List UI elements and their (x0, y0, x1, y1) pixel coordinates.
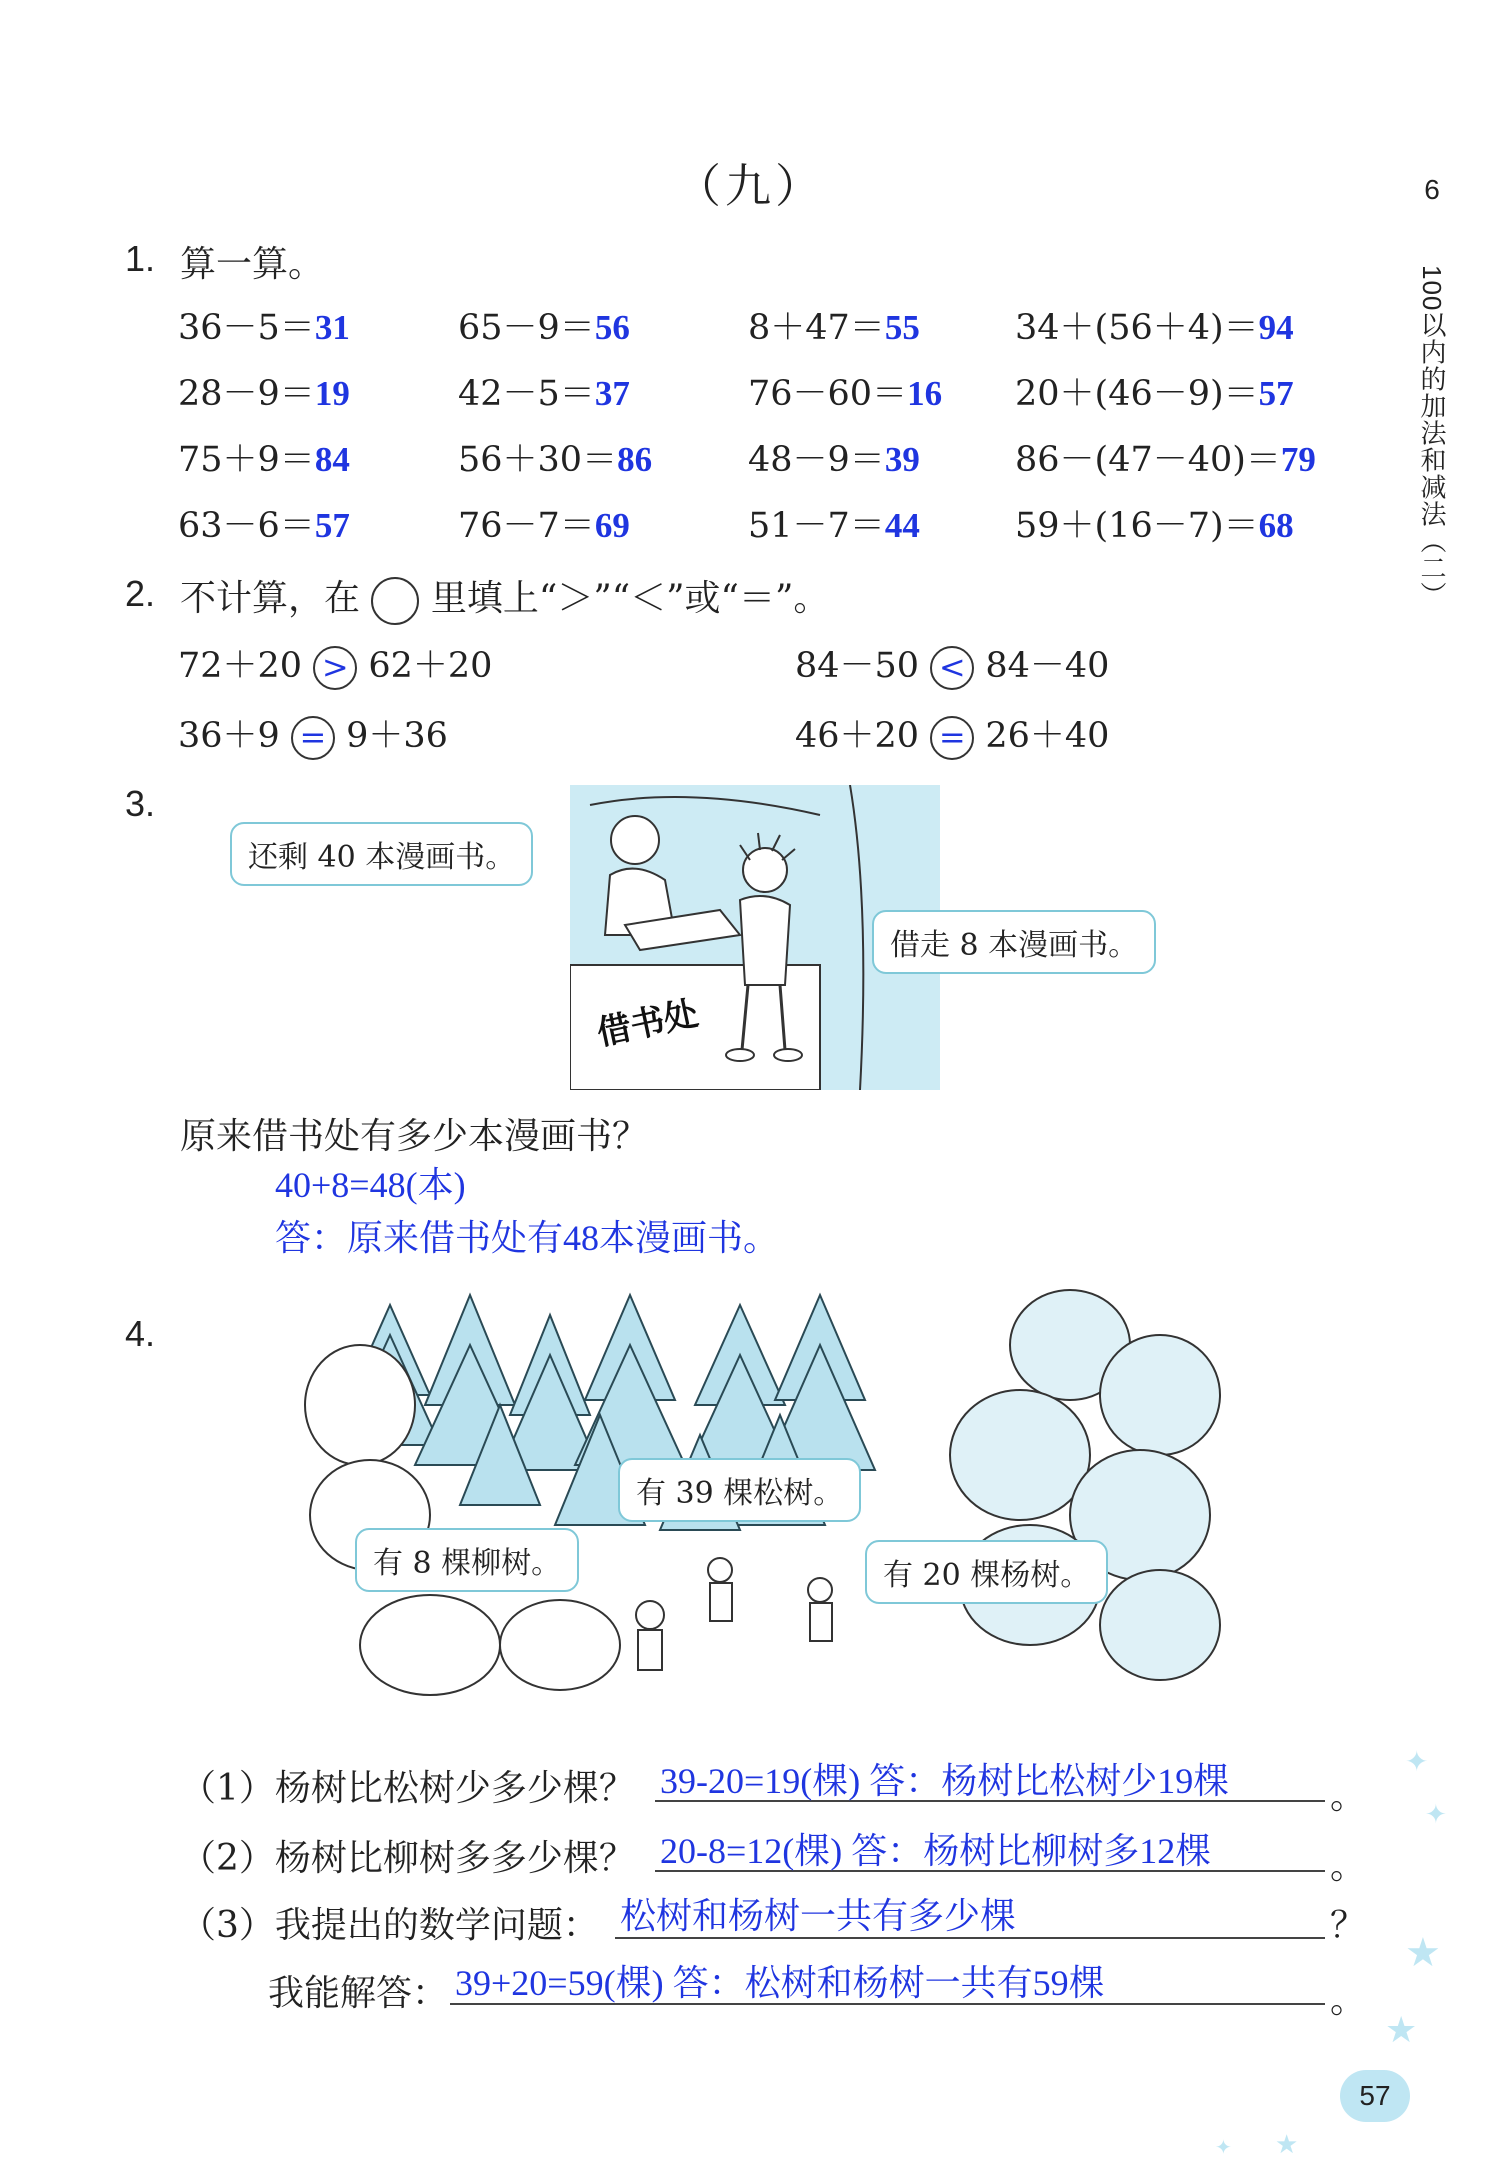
compare-circle[interactable]: > (313, 646, 357, 690)
compare-circle[interactable]: = (291, 716, 335, 760)
q1-equation (748, 300, 920, 350)
q4-sub2-answer[interactable]: 20-8=12(棵) 答：杨树比柳树多12棵 (660, 1831, 1212, 1871)
q1-equation (178, 300, 350, 350)
q1-equation (1015, 366, 1294, 416)
equation-answer[interactable]: 94 (1258, 308, 1294, 347)
compare-circle[interactable]: < (930, 646, 974, 690)
equation-answer[interactable]: 57 (1258, 374, 1294, 413)
desk-sign: 借书处 (593, 994, 702, 1053)
equation-answer[interactable]: 57 (314, 506, 350, 545)
equation-expression: 28－9＝ (178, 374, 315, 414)
equation-answer[interactable]: 39 (884, 440, 920, 479)
q1-equation (458, 300, 630, 350)
q4-sub1-answer[interactable]: 39-20=19(棵) 答：杨树比松树少19棵 (660, 1761, 1230, 1801)
equation-expression: 86－(47－40)＝ (1015, 440, 1281, 480)
q1-equation (458, 498, 630, 548)
equation-expression: 36－5＝ (178, 308, 315, 348)
equation-expression: 34＋(56＋4)＝ (1015, 308, 1259, 348)
compare-right: 84－40 (985, 646, 1110, 686)
q4-sub4-label: 我能解答： (268, 1973, 449, 2014)
q4-sub2-end: 。 (1330, 1846, 1367, 1887)
equation-answer[interactable]: 44 (884, 506, 920, 545)
q3-answer-equation: 40+8=48(本) (275, 1165, 466, 1205)
compare-left: 46＋20 (795, 716, 920, 756)
star-icon: ★ (1275, 2130, 1299, 2160)
compare-item (795, 708, 1109, 760)
q3-number: 3. (125, 783, 156, 824)
equation-answer[interactable]: 86 (617, 440, 653, 479)
q2-prompt (180, 570, 829, 625)
compare-right: 62＋20 (368, 646, 493, 686)
star-icon: ✦ (1215, 2135, 1232, 2159)
q4-sub3-end: ？ (1330, 1905, 1367, 1946)
q2-number: 2. (125, 573, 156, 614)
equation-answer[interactable]: 37 (594, 374, 630, 413)
equation-answer[interactable]: 69 (594, 506, 630, 545)
equation-answer[interactable]: 55 (884, 308, 920, 347)
equation-expression: 63－6＝ (178, 506, 315, 546)
q4-sub3-label: （3）我提出的数学问题： (180, 1905, 599, 1946)
speech-bubble-pine: 有 39 棵松树。 (618, 1458, 861, 1522)
q4-number: 4. (125, 1313, 156, 1354)
compare-right: 9＋36 (346, 716, 448, 756)
equation-expression: 48－9＝ (748, 440, 885, 480)
q3-question: 原来借书处有多少本漫画书？ (180, 1116, 649, 1157)
speech-bubble-borrowed: 借走 8 本漫画书。 (872, 910, 1156, 974)
compare-circle[interactable]: = (930, 716, 974, 760)
q1-number: 1. (125, 238, 156, 279)
star-icon: ✦ (1425, 1800, 1447, 1830)
star-icon: ★ (1405, 1930, 1441, 1976)
equation-expression: 76－7＝ (458, 506, 595, 546)
equation-expression: 65－9＝ (458, 308, 595, 348)
compare-left: 72＋20 (178, 646, 303, 686)
q1-equation (1015, 432, 1316, 482)
compare-item (795, 638, 1109, 690)
q1-equation (178, 498, 350, 548)
q1-equation (178, 366, 350, 416)
blank-circle-icon (371, 577, 419, 625)
equation-answer[interactable]: 56 (594, 308, 630, 347)
star-icon: ★ (1385, 2010, 1418, 2051)
compare-left: 36＋9 (178, 716, 280, 756)
q1-equation (458, 366, 630, 416)
speech-bubble-willow: 有 8 棵柳树。 (355, 1528, 579, 1592)
q4-sub4-answer[interactable]: 39+20=59(棵) 答：松树和杨树一共有59棵 (455, 1963, 1105, 2003)
q4-sub3-answer[interactable]: 松树和杨树一共有多少棵 (620, 1896, 1017, 1936)
chapter-sidebar (1412, 175, 1452, 614)
q1-prompt: 算一算。 (180, 244, 325, 285)
compare-item (178, 708, 448, 760)
compare-right: 26＋40 (985, 716, 1110, 756)
equation-expression: 56＋30＝ (458, 440, 618, 480)
q2-prompt-b: 里填上“＞”“＜”或“＝”。 (430, 578, 830, 619)
q2-prompt-a: 不计算，在 (180, 578, 361, 619)
q4-sub1-label: （1）杨树比松树少多少棵？ (180, 1768, 635, 1809)
chapter-number: 6 (1424, 174, 1440, 205)
q4-sub4-end: 。 (1330, 1980, 1367, 2021)
q1-equation (748, 366, 942, 416)
q1-equation (1015, 498, 1294, 548)
compare-item (178, 638, 492, 690)
q3-answer-text: 答：原来借书处有48本漫画书。 (275, 1218, 780, 1258)
equation-expression: 76－60＝ (748, 374, 908, 414)
equation-expression: 42－5＝ (458, 374, 595, 414)
star-icon: ✦ (1405, 1745, 1429, 1778)
equation-answer[interactable]: 19 (314, 374, 350, 413)
speech-bubble-poplar: 有 20 棵杨树。 (865, 1540, 1108, 1604)
speech-bubble-remaining: 还剩 40 本漫画书。 (230, 822, 533, 886)
q1-equation (748, 498, 920, 548)
q1-equation (1015, 300, 1294, 350)
page-number: 57 (1340, 2070, 1410, 2122)
equation-expression: 8＋47＝ (748, 308, 885, 348)
equation-answer[interactable]: 84 (314, 440, 350, 479)
equation-expression: 59＋(16－7)＝ (1015, 506, 1259, 546)
equation-answer[interactable]: 79 (1280, 440, 1316, 479)
equation-answer[interactable]: 31 (314, 308, 350, 347)
q4-sub1-end: 。 (1330, 1776, 1367, 1817)
q4-sub2-label: （2）杨树比柳树多多少棵？ (180, 1838, 635, 1879)
equation-expression: 51－7＝ (748, 506, 885, 546)
q1-equation (178, 432, 350, 482)
equation-answer[interactable]: 68 (1258, 506, 1294, 545)
chapter-title: 100以内的加法和减法（二） (1417, 265, 1447, 609)
compare-left: 84－50 (795, 646, 920, 686)
page-title: （九） (675, 159, 825, 213)
equation-answer[interactable]: 16 (907, 374, 943, 413)
q1-equation (458, 432, 652, 482)
equation-expression: 75＋9＝ (178, 440, 315, 480)
q1-equation (748, 432, 920, 482)
equation-expression: 20＋(46－9)＝ (1015, 374, 1259, 414)
